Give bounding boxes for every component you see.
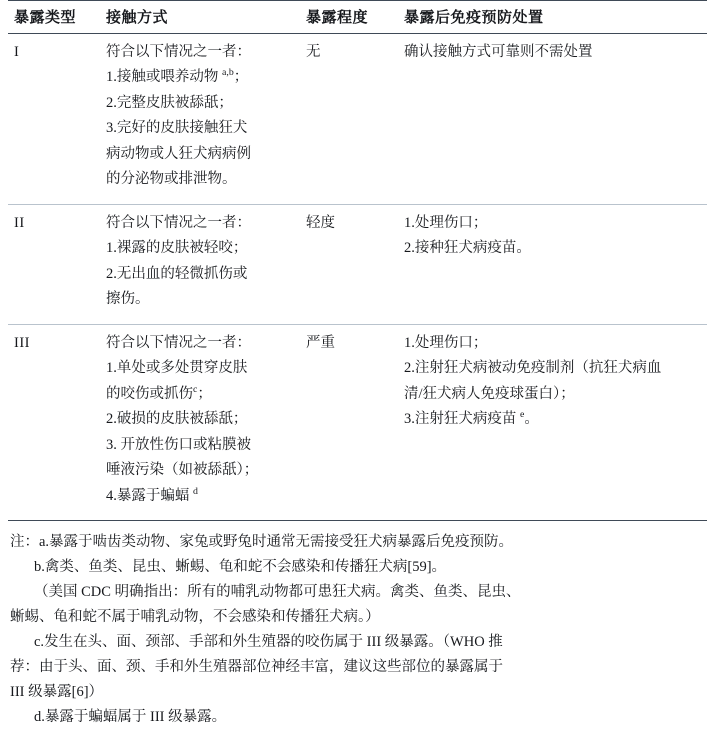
footnote-line: III 级暴露[6]） bbox=[10, 683, 104, 700]
table-row bbox=[8, 34, 707, 205]
text-line: 符合以下情况之一者： bbox=[106, 214, 251, 231]
footnote-line: 蜥蜴、龟和蛇不属于哺乳动物，不会感染和传播狂犬病。） bbox=[10, 609, 380, 626]
measure-lines bbox=[404, 212, 699, 261]
table-footnotes bbox=[8, 521, 707, 730]
cell-measure bbox=[398, 204, 707, 324]
contact-lines bbox=[106, 212, 292, 312]
table-row bbox=[8, 204, 707, 324]
cell-category: II bbox=[8, 204, 100, 324]
text-line: 1.单处或多处贯穿皮肤 bbox=[106, 360, 248, 377]
cell-degree: 严重 bbox=[300, 324, 398, 520]
text-line: 2.注射狂犬病被动免疫制剂（抗狂犬病血 bbox=[404, 360, 662, 377]
footnote-line: c.发生在头、面、颈部、手部和外生殖器的咬伤属于 III 级暴露。（WHO 推 bbox=[34, 633, 503, 650]
cell-category: I bbox=[8, 34, 100, 205]
text-line: 1.处理伤口； bbox=[404, 214, 488, 231]
text-line: 1.裸露的皮肤被轻咬； bbox=[106, 240, 248, 257]
footnote-line: d.暴露于蝙蝠属于 III 级暴露。 bbox=[34, 708, 227, 725]
cell-degree: 无 bbox=[300, 34, 398, 205]
text-line: 2.无出血的轻微抓伤或 bbox=[106, 265, 248, 282]
footnote-line: （美国 CDC 明确指出：所有的哺乳动物都可患狂犬病。禽类、鱼类、昆虫、 bbox=[34, 584, 521, 601]
cell-measure bbox=[398, 34, 707, 205]
table-row bbox=[8, 324, 707, 520]
footnote-line: 注：a.暴露于啮齿类动物、家兔或野兔时通常无需接受狂犬病暴露后免疫预防。 bbox=[10, 534, 514, 551]
cell-degree: 轻度 bbox=[300, 204, 398, 324]
text-line: 3. 开放性伤口或粘膜被 bbox=[106, 436, 251, 453]
text-line: 1.处理伤口； bbox=[404, 334, 488, 351]
text-line: 的咬伤或抓伤$^c$； bbox=[106, 383, 212, 402]
header-exposure-degree: 暴露程度 bbox=[300, 1, 398, 34]
cell-contact bbox=[100, 204, 300, 324]
table-body bbox=[8, 34, 707, 521]
text-line: 确认接触方式可靠则不需处置 bbox=[404, 44, 593, 60]
text-line: 2.完整皮肤被舔舐； bbox=[106, 94, 233, 111]
cell-contact bbox=[100, 34, 300, 205]
rabies-exposure-table bbox=[8, 0, 707, 521]
header-contact-method: 接触方式 bbox=[100, 1, 300, 34]
cell-category: III bbox=[8, 324, 100, 520]
table-header-row bbox=[8, 1, 707, 34]
text-line: 2.接种狂犬病疫苗。 bbox=[404, 240, 531, 257]
text-line: 符合以下情况之一者： bbox=[106, 334, 251, 351]
text-line: 1.接触或喂养动物 $^{a,b}$； bbox=[106, 67, 249, 86]
text-line: 病动物或人狂犬病病例 bbox=[106, 145, 251, 162]
text-line: 符合以下情况之一者： bbox=[106, 44, 251, 60]
footnote-line: 荐：由于头、面、颈、手和外生殖器部位神经丰富，建议这些部位的暴露属于 bbox=[10, 658, 503, 675]
measure-lines bbox=[404, 41, 699, 64]
text-line: 3.注射狂犬病疫苗 $^e$。 bbox=[404, 409, 539, 428]
contact-lines bbox=[106, 41, 292, 192]
cell-measure bbox=[398, 324, 707, 520]
contact-lines bbox=[106, 332, 292, 508]
text-line: 的分泌物或排泄物。 bbox=[106, 171, 237, 188]
text-line: 3.完好的皮肤接触狂犬 bbox=[106, 120, 248, 137]
text-line: 2.破损的皮肤被舔舐； bbox=[106, 411, 248, 428]
measure-lines bbox=[404, 332, 699, 432]
text-line: 唾液污染（如被舔舐）； bbox=[106, 462, 259, 479]
text-line: 清/狂犬病人免疫球蛋白）； bbox=[404, 385, 575, 402]
footnote-line: b.禽类、鱼类、昆虫、蜥蜴、龟和蛇不会感染和传播狂犬病[59]。 bbox=[34, 559, 447, 576]
header-post-exposure-measure: 暴露后免疫预防处置 bbox=[398, 1, 707, 34]
text-line: 4.暴露于蝙蝠 $^d$ bbox=[106, 485, 198, 504]
header-exposure-type: 暴露类型 bbox=[8, 1, 100, 34]
text-line: 擦伤。 bbox=[106, 291, 150, 308]
table-header bbox=[8, 1, 707, 34]
cell-contact bbox=[100, 324, 300, 520]
